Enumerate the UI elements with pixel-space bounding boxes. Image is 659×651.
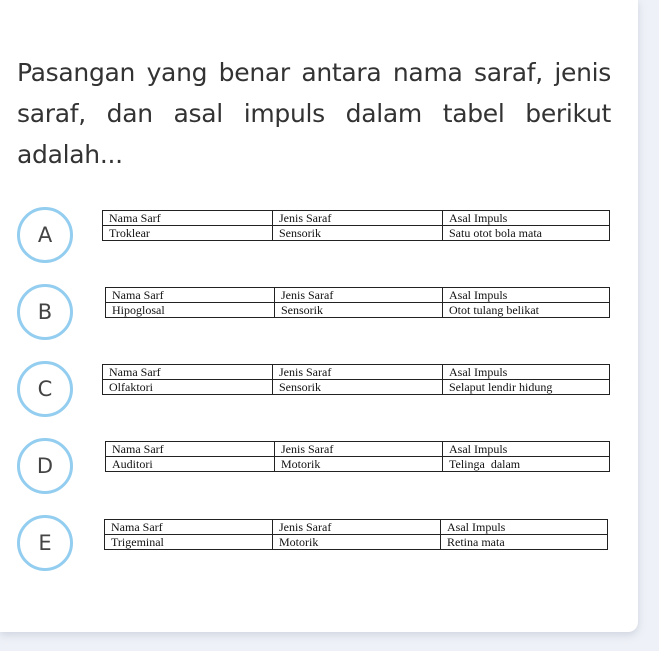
table-row — [105, 535, 608, 550]
header-asal-impuls: Asal Impuls — [443, 442, 610, 457]
cell-asal-impuls: Selaput lendir hidung — [443, 380, 610, 395]
option-a-table — [102, 210, 610, 241]
header-jenis-saraf: Jenis Saraf — [273, 365, 443, 380]
table-header-row — [103, 365, 610, 380]
cell-nama-saraf: Troklear — [103, 226, 273, 241]
option-d[interactable] — [0, 436, 638, 496]
cell-nama-saraf: Hipoglosal — [106, 303, 275, 318]
header-nama-saraf: Nama Sarf — [106, 288, 275, 303]
cell-jenis-saraf: Motorik — [273, 535, 441, 550]
question-text: Pasangan yang benar antara nama saraf, jenis saraf, dan asal impuls dalam tabel berikut adalah... — [17, 58, 611, 169]
header-nama-saraf: Nama Sarf — [103, 365, 273, 380]
header-nama-saraf: Nama Sarf — [103, 211, 273, 226]
header-jenis-saraf: Jenis Saraf — [273, 211, 443, 226]
header-nama-saraf: Nama Sarf — [105, 520, 273, 535]
header-asal-impuls: Asal Impuls — [443, 365, 610, 380]
option-d-table — [105, 441, 610, 472]
header-nama-saraf: Nama Sarf — [106, 442, 275, 457]
option-e-badge[interactable]: E — [17, 515, 73, 571]
option-c-table — [102, 364, 610, 395]
table-header-row — [106, 442, 610, 457]
header-asal-impuls: Asal Impuls — [443, 288, 610, 303]
cell-nama-saraf: Trigeminal — [105, 535, 273, 550]
cell-nama-saraf: Olfaktori — [103, 380, 273, 395]
table-row — [106, 303, 610, 318]
option-c[interactable] — [0, 359, 638, 419]
header-jenis-saraf: Jenis Saraf — [275, 288, 443, 303]
option-a-badge[interactable]: A — [17, 207, 73, 263]
option-a[interactable] — [0, 205, 638, 265]
table-header-row — [105, 520, 608, 535]
cell-jenis-saraf: Sensorik — [273, 226, 443, 241]
table-row — [103, 380, 610, 395]
cell-asal-impuls: Otot tulang belikat — [443, 303, 610, 318]
option-e-table — [104, 519, 608, 550]
header-jenis-saraf: Jenis Saraf — [273, 520, 441, 535]
table-row — [106, 457, 610, 472]
cell-jenis-saraf: Motorik — [275, 457, 443, 472]
cell-jenis-saraf: Sensorik — [275, 303, 443, 318]
header-jenis-saraf: Jenis Saraf — [275, 442, 443, 457]
header-asal-impuls: Asal Impuls — [441, 520, 608, 535]
option-b-badge[interactable]: B — [17, 284, 73, 340]
cell-asal-impuls: Retina mata — [441, 535, 608, 550]
option-c-badge[interactable]: C — [17, 361, 73, 417]
table-header-row — [103, 211, 610, 226]
cell-asal-impuls: Satu otot bola mata — [443, 226, 610, 241]
table-header-row — [106, 288, 610, 303]
option-b-table — [105, 287, 610, 318]
cell-nama-saraf: Auditori — [106, 457, 275, 472]
option-d-badge[interactable]: D — [17, 438, 73, 494]
cell-jenis-saraf: Sensorik — [273, 380, 443, 395]
option-b[interactable] — [0, 282, 638, 342]
table-row — [103, 226, 610, 241]
option-e[interactable] — [0, 513, 638, 573]
header-asal-impuls: Asal Impuls — [443, 211, 610, 226]
cell-asal-impuls: Telinga dalam — [443, 457, 610, 472]
